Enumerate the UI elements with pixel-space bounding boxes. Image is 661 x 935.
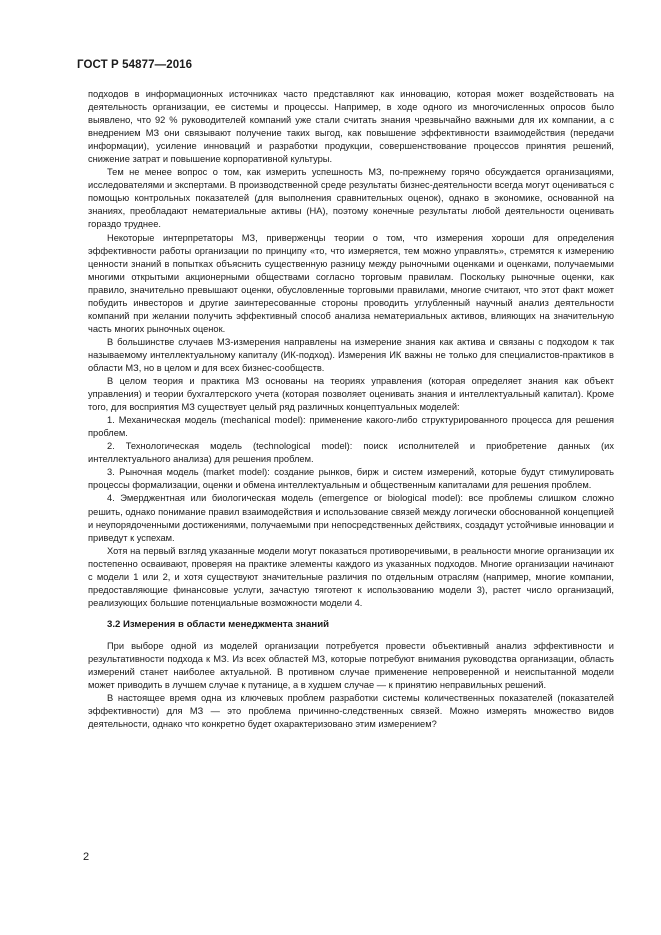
body-paragraph: Хотя на первый взгляд указанные модели могут показаться противоречивыми, в реальности многие организации их постепенно осваивают, проверяя на практике элементы каждого из указанных подходов. Многие организации начинают с модели 1 или 2, и хотя существуют значительные различия по отдельным отраслям (например, многие компании, предоставляющие финансовые услуги, зачастую тяготеют к использованию модели 3), растет число организаций, реализующих большие потенциальные возможности модели 4. [88, 545, 614, 608]
model-list-item: 2. Технологическая модель (technological model): поиск исполнителей и приобретение данных (их интеллектуального анализа) для решения проблем. [88, 441, 614, 465]
page-number: 2 [83, 851, 90, 863]
body-paragraph: В большинстве случаев МЗ-измерения направлены на измерение знания как актива и связаны с подходом к так называемому интеллектуальному капиталу (ИК-подход). Измерения ИК важны не только для специалистов-практиков в области МЗ, но в целом и для всех бизнес-сообществ. [88, 336, 614, 373]
section-paragraph: В настоящее время одна из ключевых проблем разработки системы количественных показателей (показателей эффективности) для МЗ — это проблема причинно-следственных связей. Можно измерять множество видов деятельности, однако что конкретно будет охарактеризовано этим измерением? [88, 693, 614, 730]
section-paragraph: При выборе одной из моделей организации потребуется провести объективный анализ эффективности и результативности подхода к МЗ. Из всех областей МЗ, которые потребуют внимания руководства организации, область измерений станет наиболее актуальной. В противном случае применение непроверенной и неиспытанной модели может приводить в лучшем случае к путанице, а в худшем случае — к принятию неправильных решений. [88, 640, 614, 691]
model-list-item: 4. Эмерджентная или биологическая модель (emergence or biological model): все проблемы слишком сложно решить, однако понимание правил взаимодействия и использование связей между логически обоснованной концепцией и неупорядоченными достижениями, получаемыми при непосредственных действиях, создадут устойчивые инновации и приведут к успехам. [88, 493, 614, 543]
document-body [88, 88, 614, 731]
model-list-item: 3. Рыночная модель (market model): создание рынков, бирж и систем измерений, которые будут стимулировать процессы формализации, оценки и обмена интеллектуальным и общественным капиталами для решения проблем. [88, 467, 614, 491]
body-paragraph: подходов в информационных источниках часто представляют как инновацию, которая может воздействовать на деятельность организации, ее системы и процессы. Например, в ходе одного из многочисленных опросов было выявлено, что 92 % руководителей компаний уже стали считать знания чрезвычайно важными для их компании, а с внедрением МЗ они связывают получение таких выгод, как повышение эффективности взаимодействия (передачи информации), усиление инноваций и разработки продукции, совершенствование процессов принятия решений, снижение затрат и повышение корпоративной культуры. [88, 89, 614, 165]
section-heading: 3.2 Измерения в области менеджмента знаний [107, 618, 330, 630]
body-paragraph: Тем не менее вопрос о том, как измерить успешность МЗ, по-прежнему горячо обсуждается организациями, исследователями и экспертами. В производственной среде результаты бизнес-деятельности всегда могут оцениваться с помощью контрольных показателей (для выполнения сравнительных оценок), однако в экономике, основанной на знаниях, преобладают нематериальные активы (НА), поэтому конечные результаты любой деятельности оценивать гораздо труднее. [88, 167, 614, 230]
standard-header: ГОСТ Р 54877—2016 [77, 59, 193, 71]
body-paragraph: В целом теория и практика МЗ основаны на теориях управления (которая определяет знания как объект управления) и теории бухгалтерского учета (которая позволяет оценивать знания и интеллектуальный капитал). Кроме того, для восприятия МЗ существует целый ряд различных концептуальных моделей: [88, 376, 614, 413]
body-paragraph: Некоторые интерпретаторы МЗ, приверженцы теории о том, что измерения хороши для определения эффективности работы организации по принципу «то, что измеряется, тем можно управлять», стремятся к измерению ценности знаний в попытках объяснить существенную разницу между рыночными оценками и оценками, получаемыми многими открытыми акционерными обществами согласно торговым правилам. Поскольку рыночные оценки, как правило, значительно превышают оценки, обусловленные торговыми правилами, многие считают, что этот факт может побудить инвесторов и другие заинтересованные стороны проводить углубленный научный анализ деятельности компаний при желании получить эффективный способ анализа нематериальных активов, влияющих на значительную часть многих рыночных оценок. [88, 232, 614, 334]
model-list-item: 1. Механическая модель (mechanical model): применение какого-либо структурированного процесса для решения проблем. [88, 415, 614, 439]
